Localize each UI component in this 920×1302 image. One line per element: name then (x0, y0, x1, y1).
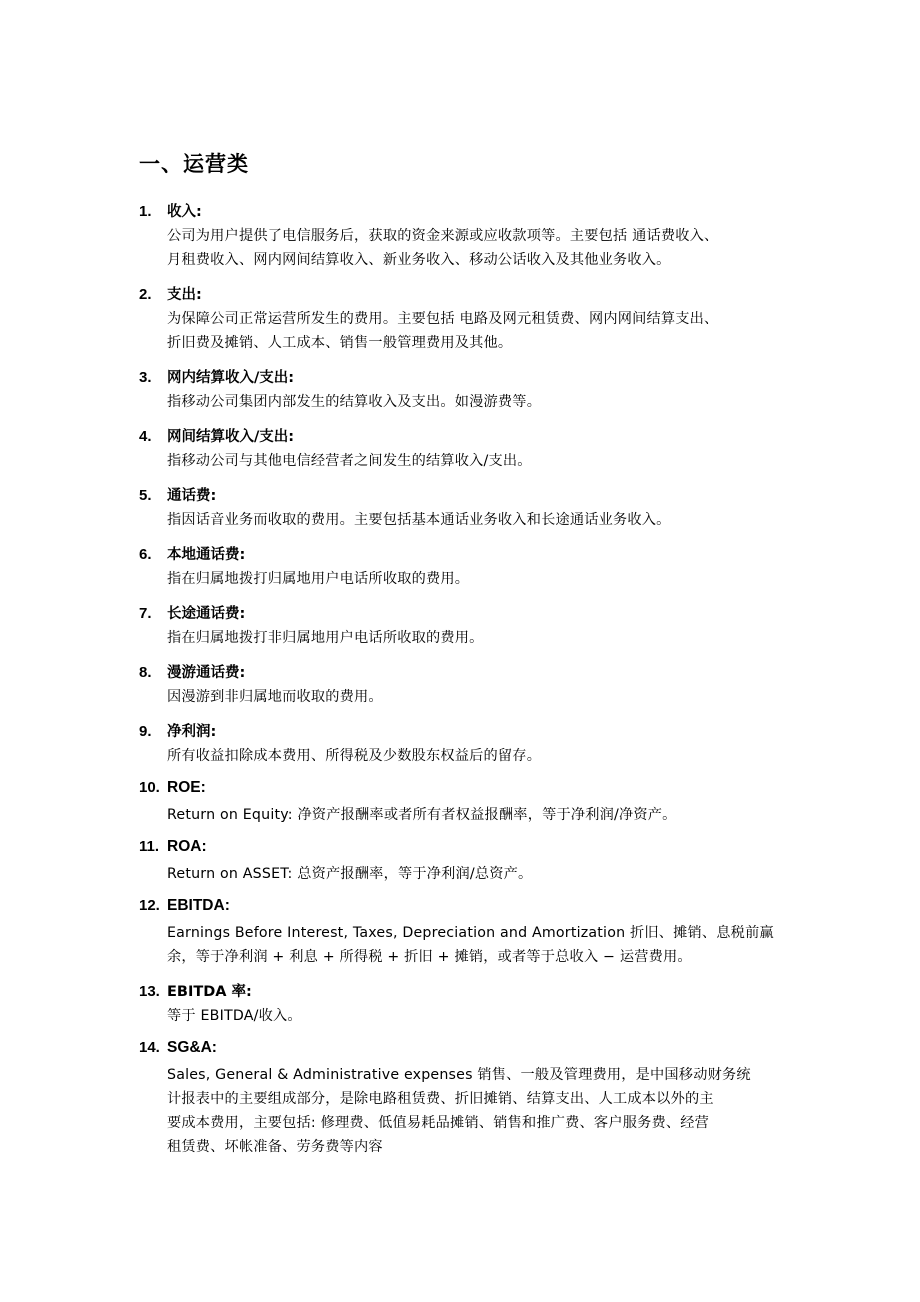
item-description (167, 307, 789, 355)
item-number: 12. (139, 897, 160, 914)
item-term: ROE: (167, 779, 206, 796)
description-line: 所有收益扣除成本费用、所得税及少数股东权益后的留存。 (167, 748, 542, 764)
item-number: 7. (139, 605, 152, 622)
item-number: 1. (139, 203, 152, 220)
item-heading (139, 1039, 799, 1063)
item-heading (139, 838, 799, 862)
item-term: SG&A: (167, 1039, 217, 1056)
description-line: 指移动公司集团内部发生的结算收入及支出。如漫游费等。 (167, 394, 542, 410)
section-title: 一、运营类 (139, 152, 249, 176)
description-line: Sales, General & Administrative expenses 销售、一般及管理费用，是中国移动财务统 (167, 1067, 751, 1083)
description-line: Return on Equity: 净资产报酬率或者所有者权益报酬率，等于净利润/净资产。 (167, 807, 677, 823)
item-description (167, 862, 789, 886)
description-line: 公司为用户提供了电信服务后，获取的资金来源或应收款项等。主要包括 通话费收入、 (167, 228, 719, 244)
item-heading (139, 283, 799, 307)
item-term: 净利润: (167, 724, 217, 740)
item-number: 11. (139, 838, 160, 855)
item-heading (139, 661, 799, 685)
item-number: 9. (139, 723, 152, 740)
list-item (139, 897, 799, 969)
item-heading (139, 200, 799, 224)
description-line: 月租费收入、网内网间结算收入、新业务收入、移动公话收入及其他业务收入。 (167, 252, 671, 268)
item-term: ROA: (167, 838, 207, 855)
item-number: 2. (139, 286, 152, 303)
item-heading (139, 543, 799, 567)
list-item (139, 543, 799, 591)
item-description (167, 1063, 789, 1159)
item-description (167, 744, 789, 768)
item-description (167, 1004, 789, 1028)
list-item (139, 661, 799, 709)
list-item (139, 200, 799, 272)
description-line: 指在归属地拨打非归属地用户电话所收取的费用。 (167, 630, 484, 646)
description-line: 为保障公司正常运营所发生的费用。主要包括 电路及网元租赁费、网内网间结算支出、 (167, 311, 719, 327)
item-term: EBITDA: (167, 897, 230, 914)
description-line: 要成本费用，主要包括: 修理费、低值易耗品摊销、销售和推广费、客户服务费、经营 (167, 1115, 710, 1131)
item-term: 网间结算收入/支出: (167, 429, 295, 445)
list-item (139, 720, 799, 768)
item-term: 通话费: (167, 488, 217, 504)
definition-list (139, 200, 799, 1170)
description-line: 余，等于净利润 + 利息 + 所得税 + 折旧 + 摊销，或者等于总收入 − 运营费用。 (167, 949, 692, 965)
item-term: 收入: (167, 204, 202, 220)
item-description (167, 626, 789, 650)
item-number: 14. (139, 1039, 160, 1056)
description-line: Earnings Before Interest, Taxes, Depreciation and Amortization 折旧、摊销、息税前赢 (167, 925, 774, 941)
item-term: 网内结算收入/支出: (167, 370, 295, 386)
item-term: EBITDA 率: (167, 984, 252, 1000)
list-item (139, 366, 799, 414)
list-item (139, 283, 799, 355)
item-term: 长途通话费: (167, 606, 246, 622)
list-item (139, 980, 799, 1028)
item-description (167, 390, 789, 414)
item-heading (139, 720, 799, 744)
item-description (167, 685, 789, 709)
description-line: 指移动公司与其他电信经营者之间发生的结算收入/支出。 (167, 453, 532, 469)
item-number: 6. (139, 546, 152, 563)
item-description (167, 224, 789, 272)
description-line: 折旧费及摊销、人工成本、销售一般管理费用及其他。 (167, 335, 513, 351)
list-item (139, 484, 799, 532)
item-heading (139, 484, 799, 508)
item-description (167, 449, 789, 473)
item-term: 本地通话费: (167, 547, 246, 563)
description-line: 指在归属地拨打归属地用户电话所收取的费用。 (167, 571, 470, 587)
item-heading (139, 425, 799, 449)
item-number: 10. (139, 779, 160, 796)
description-line: 计报表中的主要组成部分，是除电路租赁费、折旧摊销、结算支出、人工成本以外的主 (167, 1091, 714, 1107)
item-number: 13. (139, 983, 160, 1000)
item-description (167, 567, 789, 591)
description-line: 指因话音业务而收取的费用。主要包括基本通话业务收入和长途通话业务收入。 (167, 512, 671, 528)
item-number: 3. (139, 369, 152, 386)
item-term: 支出: (167, 287, 202, 303)
description-line: Return on ASSET: 总资产报酬率，等于净利润/总资产。 (167, 866, 533, 882)
list-item (139, 838, 799, 886)
item-heading (139, 366, 799, 390)
list-item (139, 779, 799, 827)
description-line: 租赁费、坏帐准备、劳务费等内容 (167, 1139, 383, 1155)
item-number: 8. (139, 664, 152, 681)
list-item (139, 602, 799, 650)
item-heading (139, 980, 799, 1004)
item-number: 4. (139, 428, 152, 445)
item-description (167, 921, 789, 969)
item-heading (139, 779, 799, 803)
list-item (139, 425, 799, 473)
item-term: 漫游通话费: (167, 665, 246, 681)
item-heading (139, 602, 799, 626)
description-line: 因漫游到非归属地而收取的费用。 (167, 689, 383, 705)
description-line: 等于 EBITDA/收入。 (167, 1008, 302, 1024)
list-item (139, 1039, 799, 1159)
item-description (167, 803, 789, 827)
item-heading (139, 897, 799, 921)
item-description (167, 508, 789, 532)
item-number: 5. (139, 487, 152, 504)
